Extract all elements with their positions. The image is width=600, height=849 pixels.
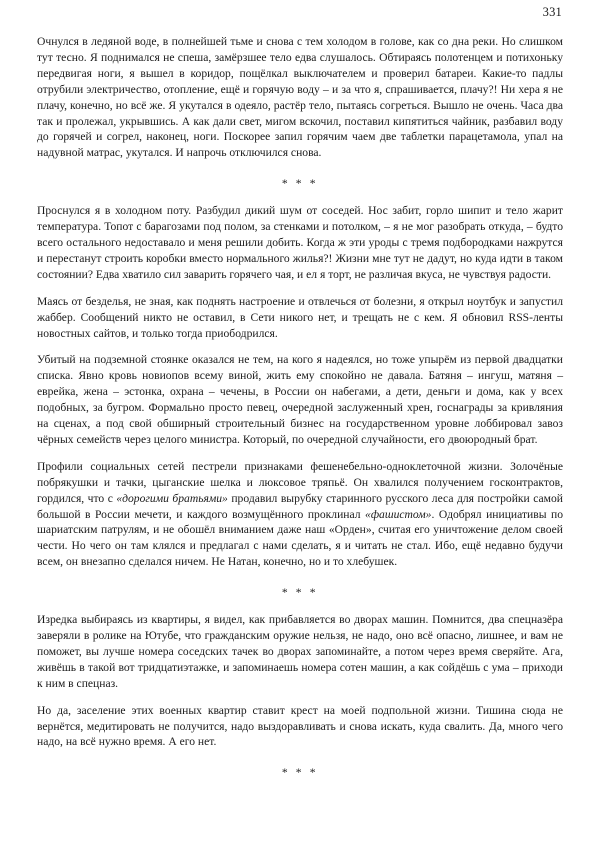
paragraph: Проснулся я в холодном поту. Разбудил дикий шум от соседей. Нос забит, горло шипит и тело жарит температура. Топот с барагозами под полом, за стенками и потолком, – я не мог разобрать откуда, – будто всего остального недоставало и меня решили добить. Когда ж эти уроды с тремя подбородками нажрутся и перестанут строить коробки вместо нормального жилья?! Жизни мне тут не дадут, но куда идти в таком состоянии? Едва хватило сил заварить горячего чая, и ел я торт, не различая вкуса, не чувствуя радости.: [37, 204, 563, 281]
emphasized-quote: «фашистом»: [365, 507, 432, 521]
paragraph: Убитый на подземной стоянке оказался не тем, на кого я надеялся, но тоже упырём из первой двадцатки списка. Явно кровь новиопов всему виной, жить ему спокойно не давала. Батяня – ингуш, матяня – еврейка, жена – эстонка, охрана – чечены, в России он набегами, а дети, деньги и дома, как у всех подобных, за бугром. Формально просто певец, очередной заслуженный хрен, госнаграды за кривляния на сценах, а под свой обширный строительный бизнес на государственном уровне лоббировал завоз чёрных семейств через целого министра. Который, по очередной случайности, его двоюродный брат.: [37, 353, 563, 446]
page-number: 331: [542, 5, 562, 19]
paragraph: Очнулся в ледяной воде, в полнейшей тьме и снова с тем холодом в голове, как со дна реки. Но слишком тут тесно. Я поднимался не спеша, замёрзшее тело едва слушалось. Обтираясь полотенцем и потихоньку передвигая ноги, я вышел в коридор, пощёлкал выключателем и проверил батареи. Какие-то падлы отрубили электричество, отопление, ещё и горячую воду – и за что я, спрашивается, плачу?! Ни хера я не плачу, конечно, но всё же. Я укутался в одеяло, растёр тело, пытаясь согреться. Вышло не очень. Часа два так и пролежал, укрывшись. А как дали свет, мигом вскочил, поставил кипятиться чайник, разбавил воду до горячей и согрел, наконец, ноги. Поскорее запил горячим чаем две таблетки парацетамола, упал на надувной матрас, укутался. И напрочь отключился снова.: [37, 35, 563, 160]
page-body-text: [37, 34, 563, 792]
section-separator: * * *: [281, 766, 319, 780]
paragraph: Изредка выбираясь из квартиры, я видел, как прибавляется во дворах машин. Помнится, два спецназёра заверяли в ролике на Ютубе, что гражданским оружие нельзя, не надо, оно всё опасно, лишнее, и вам не поможет, вы лучше номера соседских тачек во дворах запоминайте, а потом через время сверяйте. Ага, живёшь в такой вот тридцатиэтажке, и запоминаешь номера сотен машин, а как сойдёшь с ума – приходи к ним в спецназ.: [37, 613, 563, 690]
paragraph-with-emphasis: [37, 459, 563, 570]
paragraph: Но да, заселение этих военных квартир ставит крест на моей подпольной жизни. Тишина сюда не вернётся, медитировать не получится, надо выздоравливать и снова искать, куда свалить. Да, много чего надо, на всё нужно время. А его нет.: [37, 703, 563, 749]
emphasized-quote: «дорогими братьями»: [116, 491, 228, 505]
text-run: Профили социальных сетей пестрели признаками фешенебельно-одноклеточной жизни. Золочёные побрякушки и тачки, цыганские шелка и люксовое тряпьё. Он хвалился получением госконтрактов, гордился, что с: [37, 459, 563, 505]
section-separator: * * *: [281, 177, 319, 191]
paragraph: Маясь от безделья, не зная, как поднять настроение и отвлечься от болезни, я открыл ноутбук и запустил жаббер. Сообщений никто не оставил, в Сети никого нет, и трещать не с кем. Я обновил RSS-ленты новостных сайтов, и только тогда приободрился.: [37, 294, 563, 340]
text-run: . Одобрял инициативы по шариатским патрулям, и не обошёл вниманием даже наш «Орден», считая его уничтожение делом своей чести. Но чего он там клялся и предлагал с нами сделать, я и читать не стал. Ибо, ещё недавно будучи всем, он внезапно сделался ничем. Не Натан, конечно, но и то хлебушек.: [37, 507, 563, 569]
text-run: продавил вырубку старинного русского леса для постройки самой большой в России мечети, и каждого возмущённого проклинал: [37, 491, 564, 521]
section-separator: * * *: [281, 586, 319, 600]
